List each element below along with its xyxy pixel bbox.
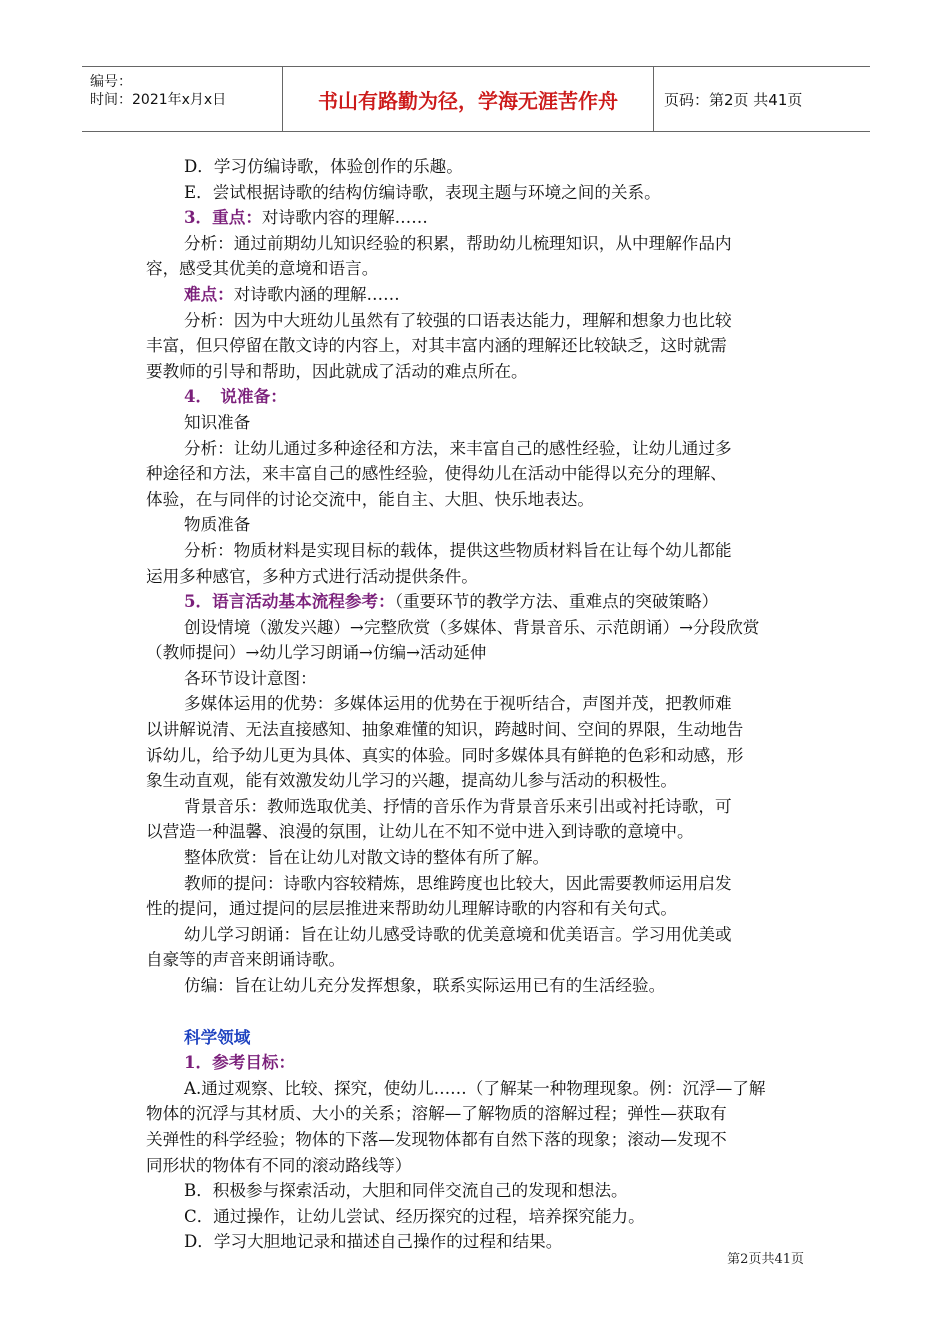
text-line: [146, 564, 808, 590]
line-text: 知识准备: [184, 412, 251, 432]
line-text: 对诗歌内容的理解……: [261, 208, 428, 228]
text-line: [146, 231, 808, 257]
text-line: [146, 308, 808, 334]
text-line: [146, 154, 808, 180]
header-motto-cell: [282, 67, 654, 131]
line-text: 各环节设计意图：: [184, 668, 317, 688]
line-text: 分析：通过前期幼儿知识经验的积累，帮助幼儿梳理知识，从中理解作品内: [184, 233, 732, 253]
line-text: 同形状的物体有不同的滚动路线等）: [146, 1155, 412, 1175]
text-line: [146, 973, 808, 999]
text-line: [146, 922, 808, 948]
text-line: [146, 487, 808, 513]
line-text: 仿编：旨在让幼儿充分发挥想象，联系实际运用已有的生活经验。: [184, 976, 666, 995]
line-text: C．通过操作，让幼儿尝试、经历探究的过程，培养探究能力。: [184, 1206, 645, 1226]
section-gap: [146, 999, 808, 1025]
text-line: [146, 743, 808, 769]
line-text: E．尝试根据诗歌的结构仿编诗歌，表现主题与环境之间的关系。: [184, 182, 661, 202]
text-line: [146, 461, 808, 487]
text-line: [146, 794, 808, 820]
text-line: [146, 947, 808, 973]
line-text: D．学习仿编诗歌，体验创作的乐趣。: [184, 157, 463, 176]
header-page-info: 页码：第2页 共41页: [664, 91, 803, 109]
text-line: [146, 1101, 808, 1127]
line-text: 运用多种感官，多种方式进行活动提供条件。: [146, 566, 478, 586]
line-heading: 科学领域: [184, 1026, 251, 1047]
line-text: 物质准备: [184, 515, 251, 535]
text-line: [146, 384, 808, 410]
text-line: [146, 1050, 808, 1076]
line-heading: 3．重点：: [184, 207, 262, 228]
document-body: [146, 154, 808, 1255]
page-footer: 第2页共41页: [727, 1252, 804, 1267]
text-line: [146, 436, 808, 462]
line-text: 创设情境（激发兴趣）→完整欣赏（多媒体、背景音乐、示范朗诵）→分段欣赏: [184, 617, 760, 637]
text-line: [146, 896, 808, 922]
line-text: 性的提问，通过提问的层层推进来帮助幼儿理解诗歌的内容和有关句式。: [146, 899, 677, 919]
text-line: [146, 1229, 808, 1255]
text-line: [146, 666, 808, 692]
header-motto: 书山有路勤为径，学海无涯苦作舟: [318, 89, 618, 113]
line-heading: 4． 说准备：: [184, 386, 287, 407]
text-line: [146, 538, 808, 564]
line-text: （重要环节的教学方法、重难点的突破策略）: [394, 592, 719, 612]
text-line: [146, 691, 808, 717]
line-text: 整体欣赏：旨在让幼儿对散文诗的整体有所了解。: [184, 848, 550, 868]
line-text: D．学习大胆地记录和描述自己操作的过程和结果。: [184, 1232, 563, 1252]
line-text: 象生动直观，能有效激发幼儿学习的兴趣，提高幼儿参与活动的积极性。: [146, 771, 677, 791]
text-line: [146, 845, 808, 871]
line-text: 要教师的引导和帮助，因此就成了活动的难点所在。: [146, 361, 528, 381]
text-line: [146, 180, 808, 206]
text-line: [146, 589, 808, 615]
line-text: A.通过观察、比较、探究，使幼儿……（了解某一种物理现象。例：沉浮—了解: [184, 1078, 766, 1098]
text-line: [146, 871, 808, 897]
text-line: [146, 1025, 808, 1051]
line-text: 幼儿学习朗诵：旨在让幼儿感受诗歌的优美意境和优美语言。学习用优美或: [184, 924, 732, 944]
line-heading: 1．参考目标：: [184, 1052, 296, 1073]
text-line: [146, 1153, 808, 1179]
line-text: 教师的提问：诗歌内容较精炼，思维跨度也比较大，因此需要教师运用启发: [184, 873, 732, 893]
header-page-cell: [654, 67, 870, 131]
header-info-cell: [82, 67, 282, 131]
line-text: 物体的沉浮与其材质、大小的关系；溶解—了解物质的溶解过程；弹性—获取有: [146, 1104, 727, 1124]
line-text: 自豪等的声音来朗诵诗歌。: [146, 950, 346, 970]
text-line: [146, 1127, 808, 1153]
text-line: [146, 282, 808, 308]
line-text: 分析：物质材料是实现目标的载体，提供这些物质材料旨在让每个幼儿都能: [184, 540, 732, 560]
text-line: [146, 359, 808, 385]
line-text: 分析：因为中大班幼儿虽然有了较强的口语表达能力，理解和想象力也比较: [184, 310, 732, 330]
line-text: B．积极参与探索活动，大胆和同伴交流自己的发现和想法。: [184, 1181, 628, 1201]
line-text: 多媒体运用的优势：多媒体运用的优势在于视听结合，声图并茂，把教师难: [184, 694, 732, 714]
line-text: 背景音乐：教师选取优美、抒情的音乐作为背景音乐来引出或衬托诗歌，可: [184, 796, 732, 816]
line-heading: 难点：: [184, 283, 234, 304]
text-line: [146, 615, 808, 641]
line-text: 容，感受其优美的意境和语言。: [146, 259, 379, 279]
text-line: [146, 717, 808, 743]
line-text: 分析：让幼儿通过多种途径和方法，来丰富自己的感性经验，让幼儿通过多: [184, 438, 732, 458]
line-text: 以讲解说清、无法直接感知、抽象难懂的知识，跨越时间、空间的界限，生动地告: [146, 720, 744, 740]
text-line: [146, 819, 808, 845]
text-line: [146, 256, 808, 282]
text-line: [146, 512, 808, 538]
line-text: 种途径和方法，来丰富自己的感性经验，使得幼儿在活动中能得以充分的理解、: [146, 464, 727, 484]
line-text: 丰富，但只停留在散文诗的内容上，对其丰富内涵的理解还比较缺乏，这时就需: [146, 336, 727, 356]
line-text: 关弹性的科学经验；物体的下落—发现物体都有自然下落的现象；滚动—发现不: [146, 1129, 727, 1149]
text-line: [146, 1204, 808, 1230]
text-line: [146, 333, 808, 359]
line-text: 以营造一种温馨、浪漫的氛围，让幼儿在不知不觉中进入到诗歌的意境中。: [146, 822, 694, 842]
text-line: [146, 410, 808, 436]
doc-number-label: 编号：: [90, 74, 132, 90]
text-line: [146, 205, 808, 231]
text-line: [146, 640, 808, 666]
doc-date-label: 时间：2021年x月x日: [90, 92, 227, 108]
line-text: （教师提问）→幼儿学习朗诵→仿编→活动延伸: [146, 643, 487, 663]
line-text: 诉幼儿，给予幼儿更为具体、真实的体验。同时多媒体具有鲜艳的色彩和动感，形: [146, 745, 744, 765]
line-heading: 5．语言活动基本流程参考：: [184, 591, 395, 612]
text-line: [146, 768, 808, 794]
text-line: [146, 1076, 808, 1102]
text-line: [146, 1178, 808, 1204]
page-header: [82, 66, 870, 132]
line-text: 对诗歌内涵的理解……: [233, 284, 400, 304]
line-text: 体验，在与同伴的讨论交流中，能自主、大胆、快乐地表达。: [146, 489, 595, 509]
